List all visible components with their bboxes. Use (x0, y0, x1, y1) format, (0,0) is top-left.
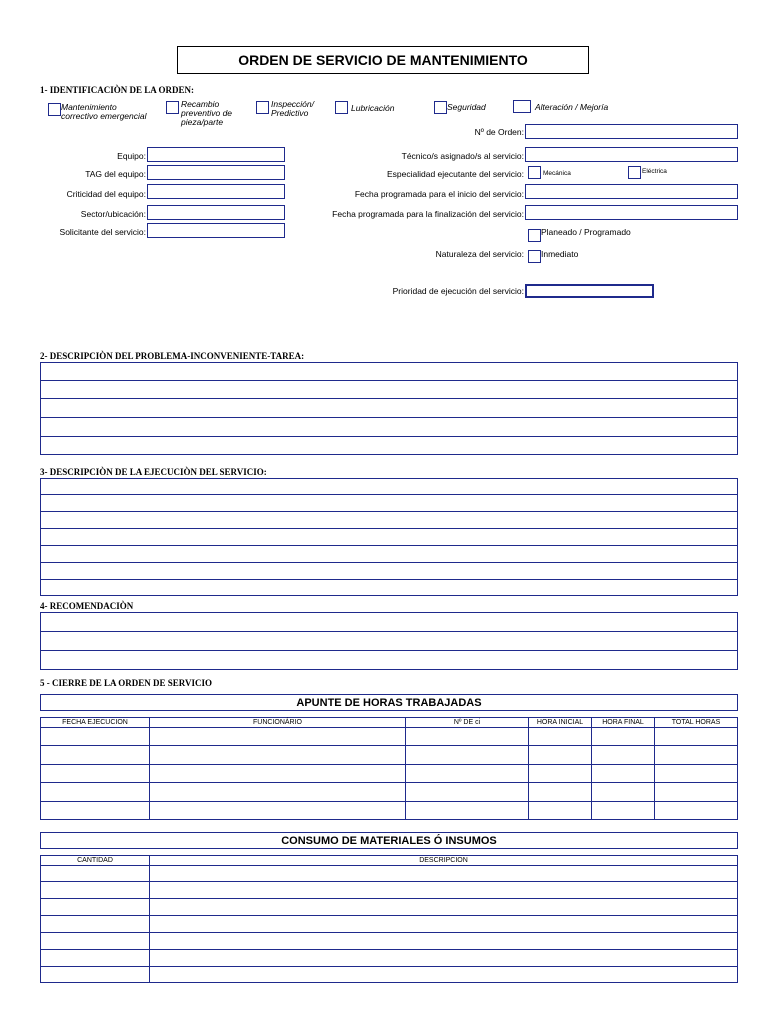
col-ci: Nº DE ci (406, 718, 529, 728)
option-mecanica: Mecánica (543, 170, 571, 177)
tag-field[interactable] (147, 165, 285, 180)
option-electrica: Eléctrica (642, 168, 667, 175)
execution-line[interactable] (41, 512, 738, 529)
checkbox-inspeccion[interactable] (256, 101, 269, 114)
type-label-recambio: Recambio preventivo de pieza/parte (181, 99, 233, 127)
equipo-field[interactable] (147, 147, 285, 162)
section-1-heading: 1- IDENTIFICACIÒN DE LA ORDEN: (40, 85, 195, 95)
section-4-heading: 4- RECOMENDACIÒN (40, 601, 134, 611)
label-criticidad: Criticidad del equipo: (66, 189, 146, 199)
materials-header-row (41, 856, 738, 866)
description-line[interactable] (41, 399, 738, 418)
order-number-field[interactable] (525, 124, 738, 139)
table-row (41, 882, 738, 899)
table-row (41, 916, 738, 933)
description-line[interactable] (41, 437, 738, 455)
label-sector: Sector/ubicación: (80, 209, 146, 219)
recommendation-line[interactable] (41, 613, 738, 632)
label-finalizacion: Fecha programada para la finalización del servicio: (332, 209, 524, 219)
problem-description-table (40, 362, 738, 455)
option-inmediato: Inmediato (541, 249, 579, 259)
table-row (41, 746, 738, 765)
page-title: ORDEN DE SERVICIO DE MANTENIMIENTO (177, 46, 589, 74)
table-row (41, 866, 738, 882)
label-tecnico: Técnico/s asignado/s al servicio: (401, 151, 524, 161)
checkbox-correctivo[interactable] (48, 103, 61, 116)
checkbox-seguridad[interactable] (434, 101, 447, 114)
checkbox-recambio[interactable] (166, 101, 179, 114)
label-prioridad: Prioridad de ejecución del servicio: (392, 286, 524, 296)
section-2-heading: 2- DESCRIPCIÒN DEL PROBLEMA-INCONVENIENTE-TAREA: (40, 351, 305, 361)
table-row (41, 967, 738, 983)
col-descripcion: DESCRIPCION (150, 856, 738, 866)
col-funcionario: FUNCIONÁRIO (150, 718, 406, 728)
execution-line[interactable] (41, 479, 738, 495)
table-row (41, 933, 738, 950)
inicio-field[interactable] (525, 184, 738, 199)
execution-line[interactable] (41, 529, 738, 546)
prioridad-field[interactable] (525, 284, 654, 298)
type-label-seguridad: Seguridad (447, 102, 486, 112)
label-especialidad: Especialidad ejecutante del servicio: (386, 169, 524, 179)
table-row (41, 783, 738, 802)
table-row (41, 899, 738, 916)
section-3-heading: 3- DESCRIPCIÒN DE LA EJECUCIÒN DEL SERVICIO: (40, 467, 267, 477)
section-5-heading: 5 - CIERRE DE LA ORDEN DE SERVICIO (40, 678, 212, 688)
checkbox-alteracion[interactable] (513, 100, 531, 113)
checkbox-electrica[interactable] (628, 166, 641, 179)
sector-field[interactable] (147, 205, 285, 220)
label-equipo: Equipo: (117, 151, 146, 161)
order-number-label: Nº de Orden: (474, 127, 524, 137)
option-planeado: Planeado / Programado (541, 227, 631, 237)
execution-line[interactable] (41, 580, 738, 596)
recommendation-line[interactable] (41, 651, 738, 670)
execution-line[interactable] (41, 563, 738, 580)
label-solicitante: Solicitante del servicio: (59, 227, 146, 237)
recommendation-line[interactable] (41, 632, 738, 651)
tecnico-field[interactable] (525, 147, 738, 162)
table-row (41, 765, 738, 783)
type-label-alteracion: Alteración / Mejoría (535, 102, 609, 112)
execution-line[interactable] (41, 495, 738, 512)
col-cantidad: CANTIDAD (41, 856, 150, 866)
label-naturaleza: Naturaleza del servicio: (435, 249, 524, 259)
description-line[interactable] (41, 418, 738, 437)
execution-description-table (40, 478, 738, 596)
col-total-horas: TOTAL HORAS (655, 718, 738, 728)
solicitante-field[interactable] (147, 223, 285, 238)
hours-header-row (41, 718, 738, 728)
checkbox-inmediato[interactable] (528, 250, 541, 263)
table-row (41, 950, 738, 967)
type-label-lubricacion: Lubricación (351, 103, 395, 113)
hours-table (40, 717, 738, 820)
finalizacion-field[interactable] (525, 205, 738, 220)
hours-title: APUNTE DE HORAS TRABAJADAS (40, 694, 738, 711)
recommendation-table (40, 612, 738, 670)
checkbox-lubricacion[interactable] (335, 101, 348, 114)
label-tag: TAG del equipo: (85, 169, 146, 179)
table-row (41, 802, 738, 820)
checkbox-mecanica[interactable] (528, 166, 541, 179)
label-inicio: Fecha programada para el inicio del servicio: (354, 189, 524, 199)
execution-line[interactable] (41, 546, 738, 563)
col-fecha: FECHA EJECUCION (41, 718, 150, 728)
type-label-correctivo: Mantenimiento correctivo emergencial (61, 102, 147, 121)
description-line[interactable] (41, 381, 738, 399)
materials-title: CONSUMO DE MATERIALES Ó INSUMOS (40, 832, 738, 849)
materials-table (40, 855, 738, 983)
type-label-inspeccion: Inspección/ Predictivo (271, 99, 314, 118)
description-line[interactable] (41, 363, 738, 381)
col-hora-inicial: HORA INICIAL (529, 718, 592, 728)
criticidad-field[interactable] (147, 184, 285, 199)
table-row (41, 728, 738, 746)
col-hora-final: HORA FINAL (592, 718, 655, 728)
checkbox-planeado[interactable] (528, 229, 541, 242)
